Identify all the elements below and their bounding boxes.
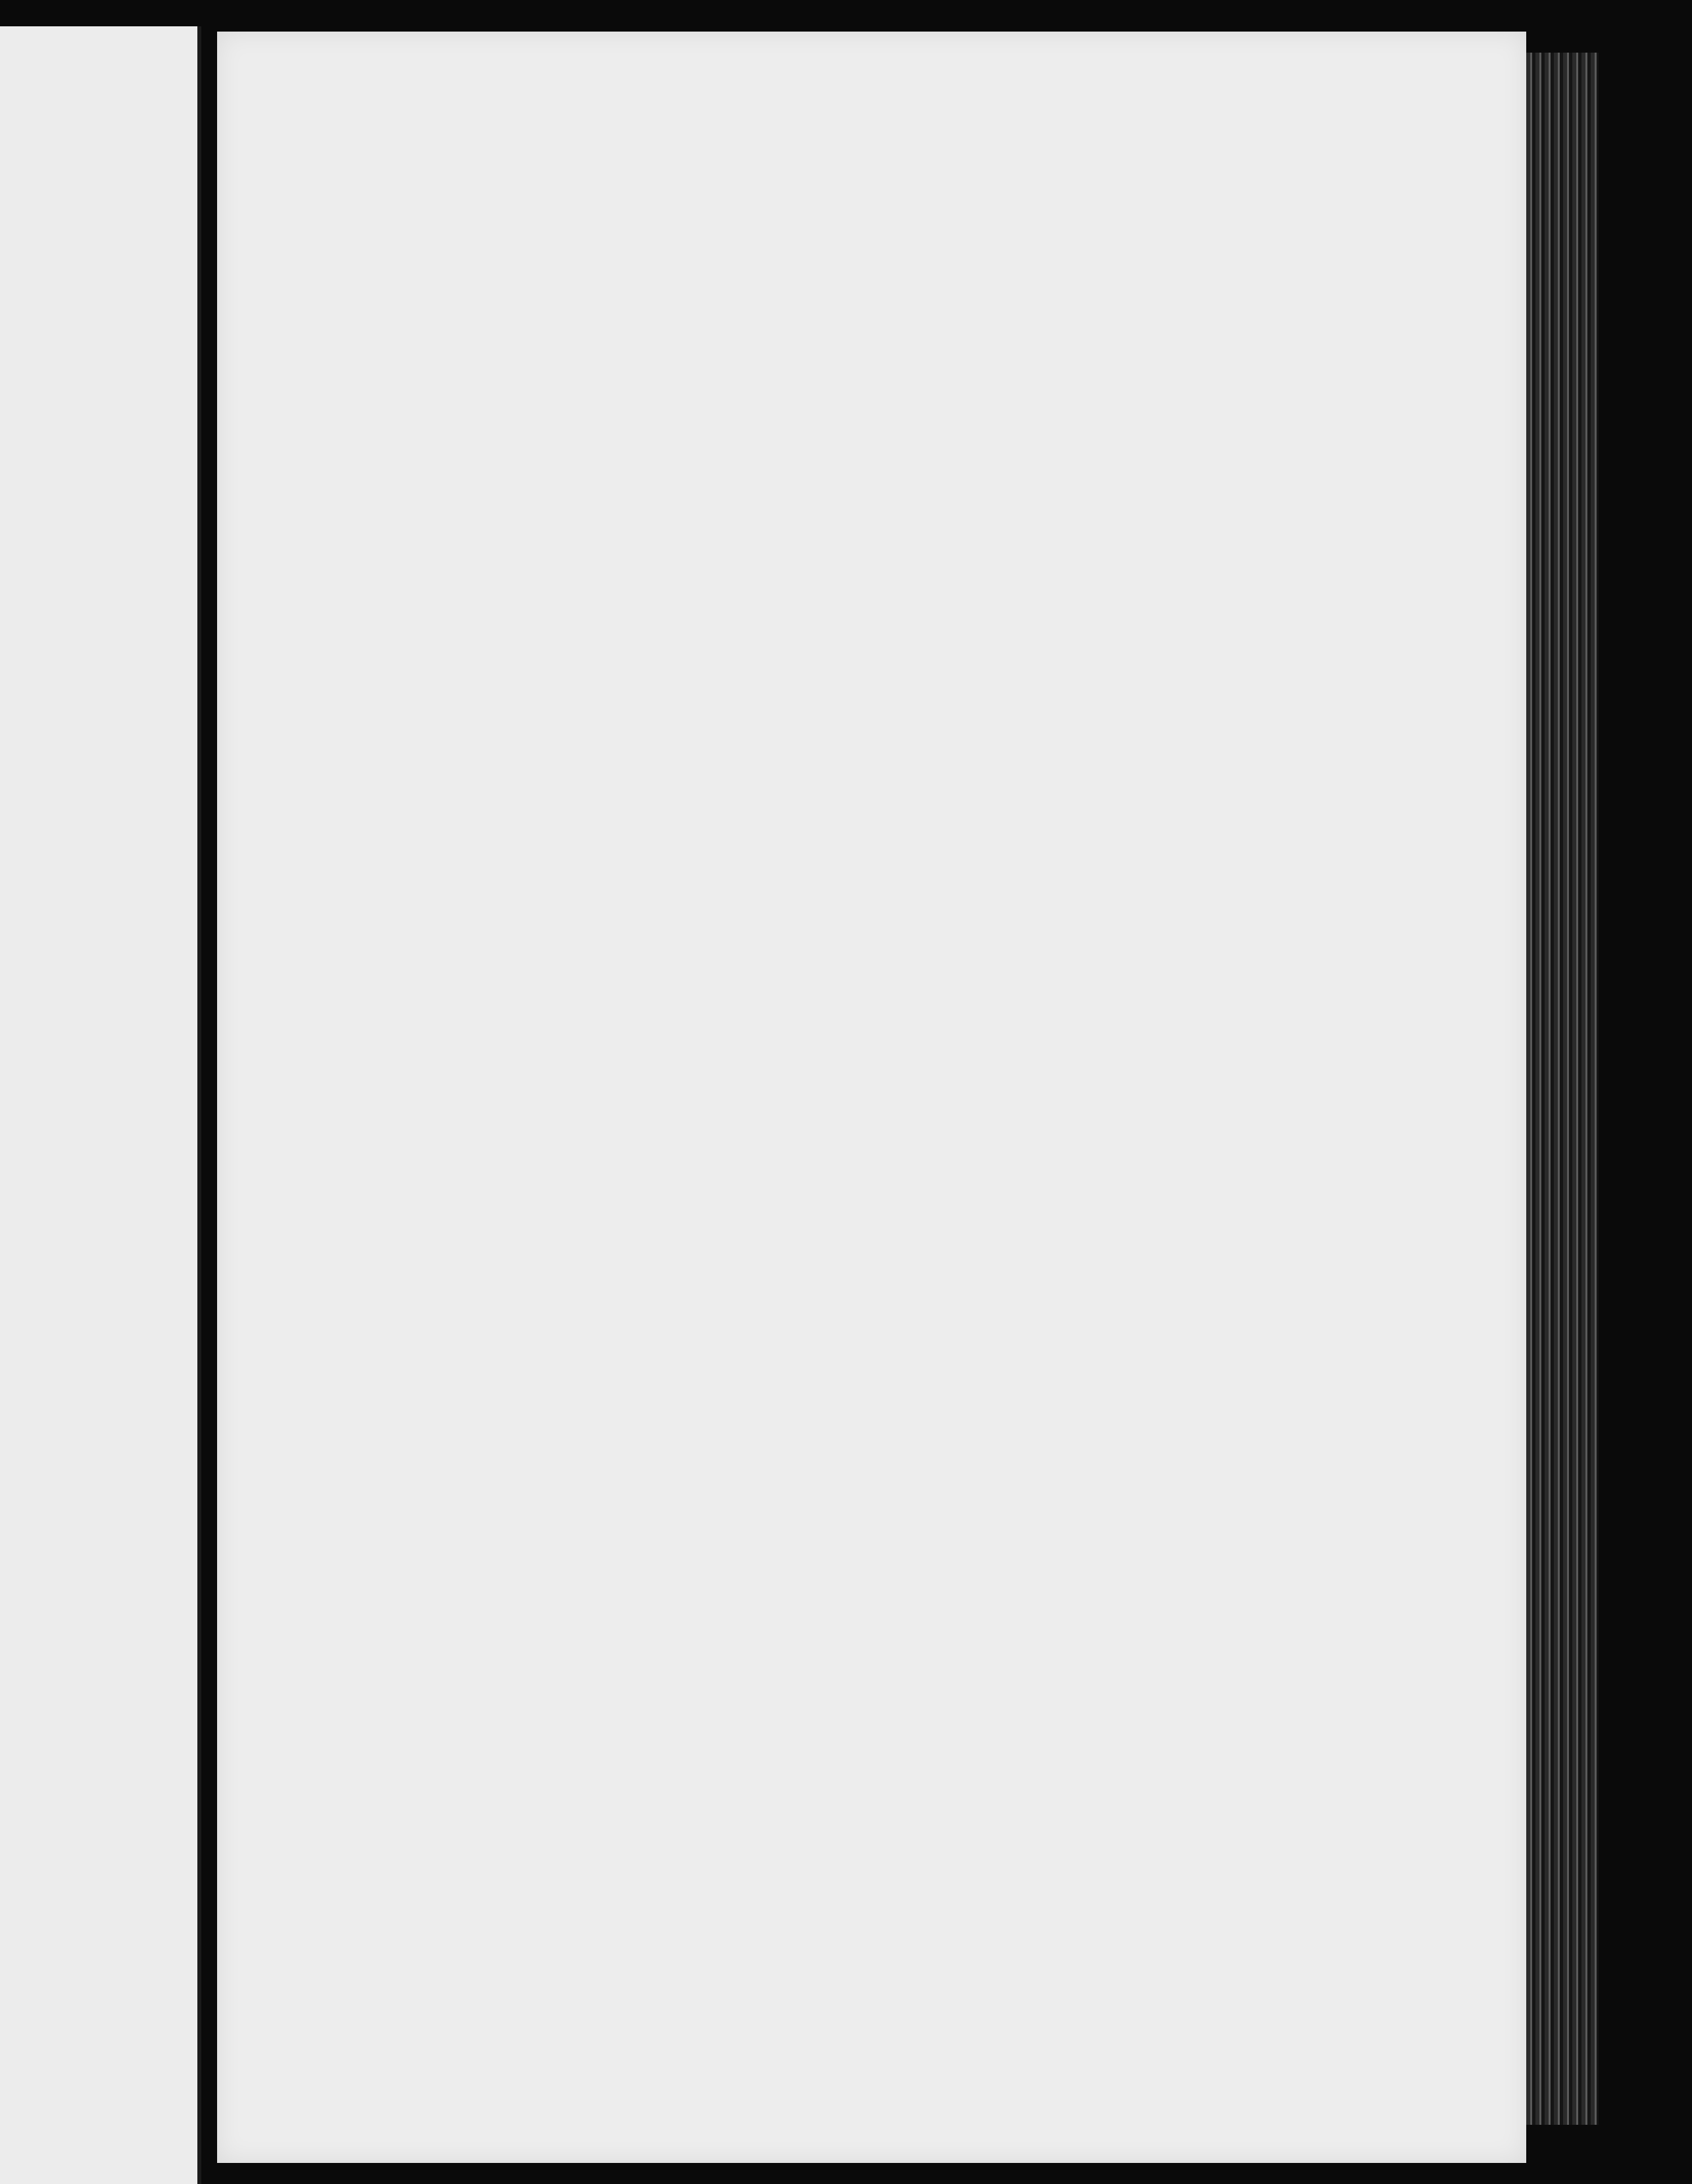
sidenote-character — [1263, 1663, 1414, 1666]
sidenote-mode — [1260, 1860, 1366, 1862]
paragraph-2 — [270, 262, 1296, 280]
sidenote-distribution — [1281, 1070, 1433, 1072]
book-page — [217, 32, 1526, 2163]
paragraph-3 — [270, 262, 1296, 280]
paragraph-1 — [270, 262, 1296, 280]
page-edges — [1526, 53, 1599, 2125]
running-header — [296, 176, 1316, 236]
sidenote-origin — [1303, 585, 1454, 587]
previous-page-fragment — [0, 26, 201, 2184]
body-text — [270, 262, 1296, 280]
